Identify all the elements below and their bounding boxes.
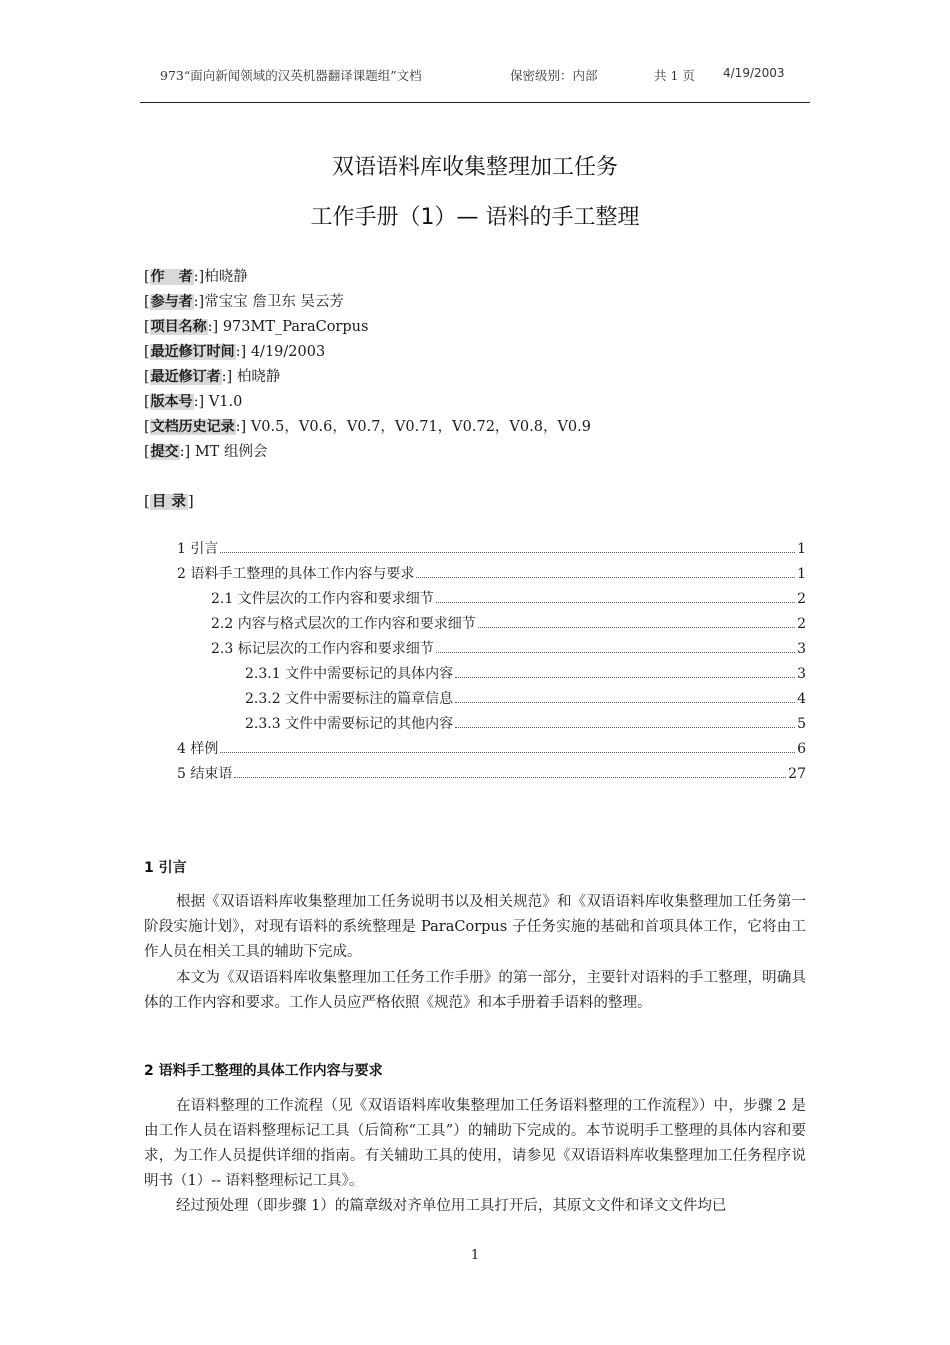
meta-value: V0.5，V0.6，V0.7，V0.71，V0.72，V0.8，V0.9 [246, 419, 591, 435]
meta-value: 973MT_ParaCorpus [218, 319, 369, 335]
toc-entry-label: 1 引言 [177, 541, 219, 557]
toc-leader [220, 752, 795, 753]
meta-value: 4/19/2003 [246, 344, 326, 360]
toc-leader [416, 577, 795, 578]
toc-leader [436, 602, 795, 603]
meta-row-revision-date: [最近修订时间:] 4/19/2003 [144, 344, 326, 360]
meta-row-reviser: [最近修订者:] 柏晓静 [144, 369, 281, 385]
toc-entry-page: 3 [797, 641, 806, 657]
toc-entry-page: 6 [797, 741, 806, 757]
meta-key: 版本号 [150, 394, 193, 410]
toc-entry[interactable] [177, 738, 806, 762]
meta-row-history: [文档历史记录:] V0.5，V0.6，V0.7，V0.71，V0.72，V0.8，V0.9 [144, 419, 591, 435]
toc-leader [220, 552, 795, 553]
header-page-count: 共 1 页 [654, 68, 695, 83]
toc-entry-label: 2.3.1 文件中需要标记的具体内容 [245, 666, 454, 682]
header-doc-label: 973“面向新闻领域的汉英机器翻译课题组”文档 [160, 68, 422, 83]
toc-leader [455, 727, 795, 728]
section-heading-intro: 1 引言 [144, 860, 187, 876]
toc-leader [455, 677, 795, 678]
meta-value: V1.0 [204, 394, 243, 410]
toc-entry-page: 27 [788, 766, 806, 782]
page-number: 1 [470, 1248, 480, 1263]
meta-row-participants: [参与者:]常宝宝 詹卫东 吴云芳 [144, 294, 344, 310]
header-security-level: 保密级别：内部 [510, 68, 598, 83]
body-paragraph: 根据《双语语料库收集整理加工任务说明书以及相关规范》和《双语语料库收集整理加工任务第一阶段实施计划》，对现有语料的系统整理是 ParaCorpus 子任务实施的基础和首项具体工作，它将由工作人员在相关工具的辅助下完成。 [144, 894, 806, 960]
document-metadata [144, 265, 591, 465]
toc-entry-page: 3 [797, 666, 806, 682]
body-paragraph: 经过预处理（即步骤 1）的篇章级对齐单位用工具打开后，其原文文件和译文文件均已 [176, 1198, 727, 1214]
page-header [140, 66, 810, 88]
meta-row-project: [项目名称:] 973MT_ParaCorpus [144, 319, 369, 335]
toc-title: 目 录 [151, 494, 186, 510]
toc-entry-label: 2 语料手工整理的具体工作内容与要求 [177, 566, 415, 582]
meta-value: 柏晓静 [204, 269, 248, 285]
meta-key: 最近修订者 [150, 369, 221, 385]
toc-entry-page: 5 [797, 716, 806, 732]
section-heading-work-content: 2 语料手工整理的具体工作内容与要求 [144, 1063, 383, 1079]
document-title: 双语语料库收集整理加工任务 [331, 155, 618, 180]
meta-value: 常宝宝 詹卫东 吴云芳 [204, 294, 344, 310]
toc-entry[interactable] [177, 563, 806, 587]
toc-entry-label: 4 样例 [177, 741, 219, 757]
toc-entry-page: 4 [797, 691, 806, 707]
toc-entry-label: 2.3.3 文件中需要标记的其他内容 [245, 716, 454, 732]
header-date: 4/19/2003 [723, 66, 785, 80]
toc-entry-label: 2.2 内容与格式层次的工作内容和要求细节 [211, 616, 476, 632]
meta-key: 项目名称 [150, 319, 207, 335]
toc-entry[interactable] [211, 588, 806, 612]
meta-key: 提交 [150, 444, 179, 460]
meta-value: 柏晓静 [232, 369, 281, 385]
body-paragraph: 本文为《双语语料库收集整理加工任务工作手册》的第一部分，主要针对语料的手工整理，明确具体的工作内容和要求。工作人员应严格依照《规范》和本手册着手语料的整理。 [144, 970, 806, 1011]
body-paragraph: 在语料整理的工作流程（见《双语语料库收集整理加工任务语料整理的工作流程》）中，步骤 2 是由工作人员在语料整理标记工具（后简称“工具”）的辅助下完成的。本节说明手工整理的具体内容和要求，为工作人员提供详细的指南。有关辅助工具的使用，请参见《双语语料库收集整理加工任务程序说明书（1）-- 语料整理标记工具》。 [144, 1098, 806, 1189]
toc-entry[interactable] [211, 613, 806, 637]
toc-entry-page: 2 [797, 591, 806, 607]
meta-row-author: [作 者:]柏晓静 [144, 269, 248, 285]
toc-leader [436, 652, 795, 653]
toc-entry-label: 2.1 文件层次的工作内容和要求细节 [211, 591, 434, 607]
toc-entry[interactable] [211, 638, 806, 662]
meta-key: 文档历史记录 [150, 419, 235, 435]
toc-entry-page: 1 [797, 541, 806, 557]
meta-key: 参与者 [150, 294, 193, 310]
meta-key: 作 者 [150, 269, 193, 285]
toc-entry[interactable] [177, 763, 806, 787]
toc-leader [478, 627, 795, 628]
toc-entry[interactable] [245, 713, 806, 737]
document-subtitle: 工作手册（1）— 语料的手工整理 [310, 205, 640, 230]
toc-entry-page: 1 [797, 566, 806, 582]
header-divider [140, 102, 810, 103]
toc-entry-label: 2.3 标记层次的工作内容和要求细节 [211, 641, 434, 657]
meta-row-submit: [提交:] MT 组例会 [144, 444, 268, 460]
toc-entry[interactable] [245, 663, 806, 687]
meta-value: MT 组例会 [190, 444, 268, 460]
meta-row-version: [版本号:] V1.0 [144, 394, 243, 410]
toc-entry-label: 2.3.2 文件中需要标注的篇章信息 [245, 691, 454, 707]
toc-leader [234, 777, 786, 778]
toc-entry[interactable] [245, 688, 806, 712]
toc-leader [455, 702, 795, 703]
toc-entry-label: 5 结束语 [177, 766, 233, 782]
meta-key: 最近修订时间 [150, 344, 235, 360]
toc-entry-page: 2 [797, 616, 806, 632]
toc-heading: [ 目 录 ] [144, 492, 194, 510]
toc-entry[interactable] [177, 538, 806, 562]
